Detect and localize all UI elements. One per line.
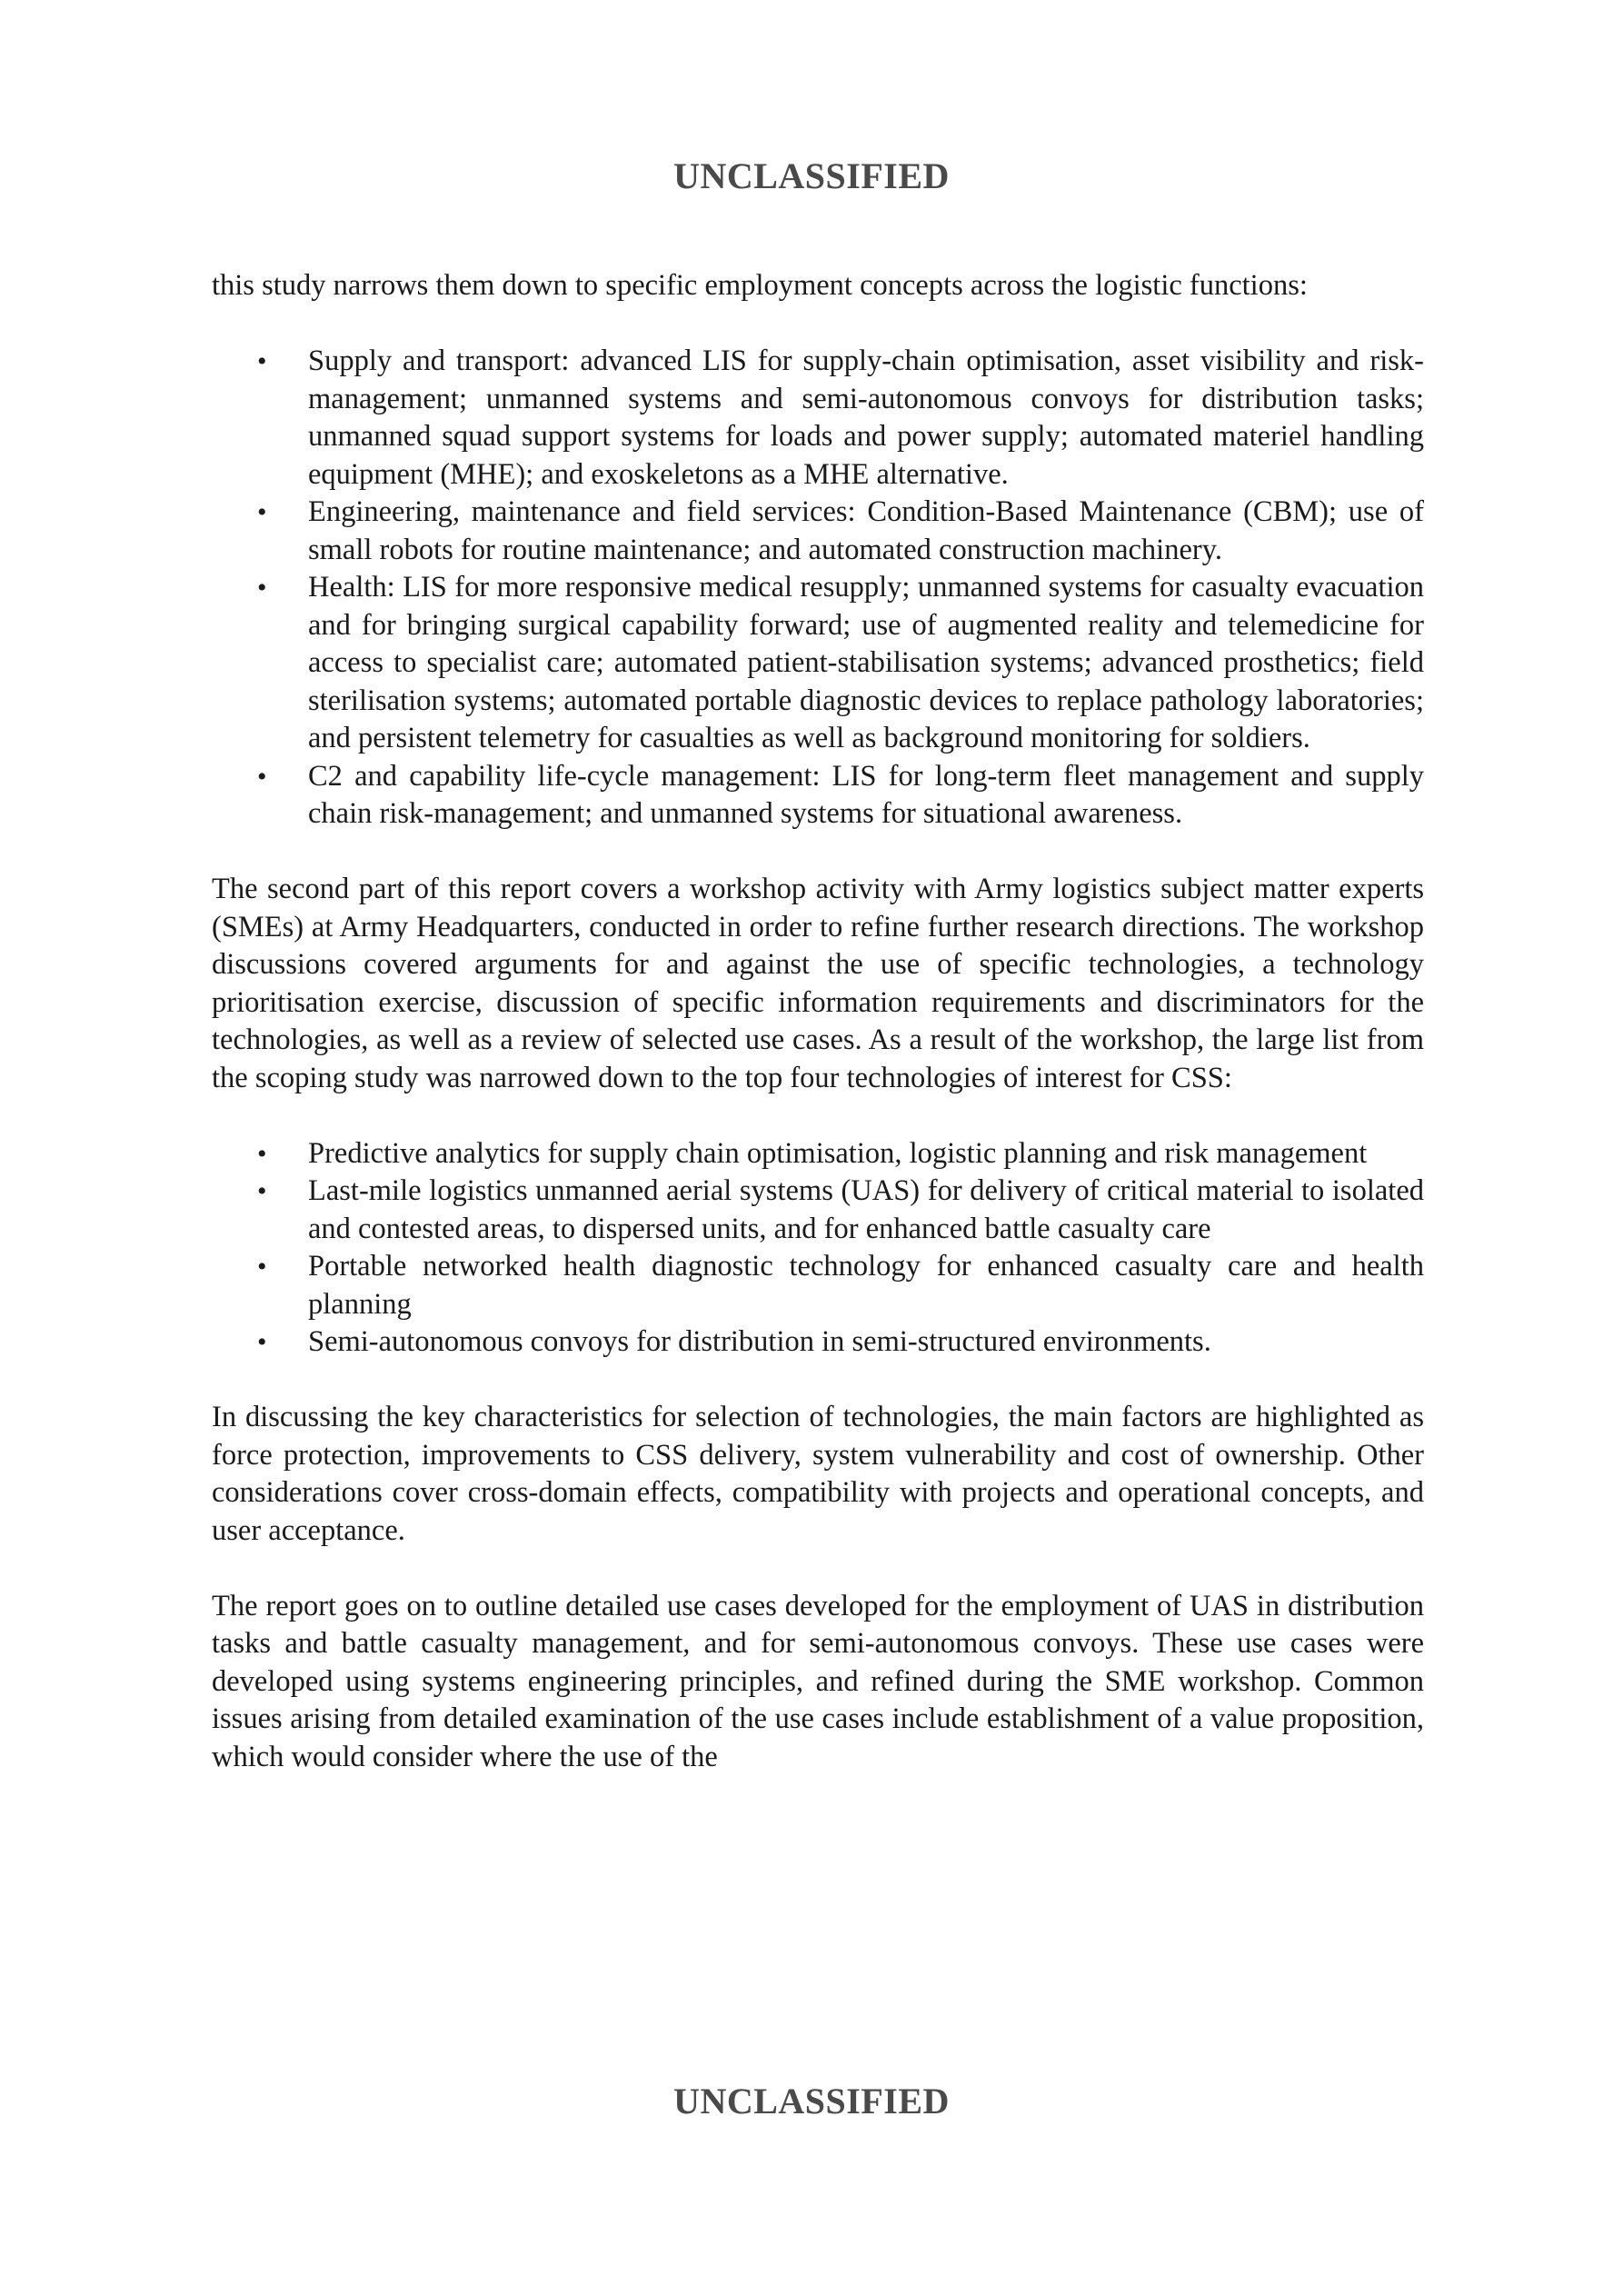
bullet-icon: •	[257, 1327, 267, 1357]
logistic-functions-list	[212, 343, 1424, 834]
list-item-text: C2 and capability life-cycle management: LIS for long-term fleet management and supply chain risk-management; and unmanned systems for situational awareness.	[308, 759, 1424, 830]
list-item-text: Portable networked health diagnostic technology for enhanced casualty care and health planning	[308, 1250, 1424, 1321]
top-technologies-list	[212, 1135, 1424, 1362]
bullet-icon: •	[257, 1176, 267, 1206]
list-item	[212, 758, 1424, 834]
workshop-paragraph: The second part of this report covers a workshop activity with Army logistics subject matter experts (SMEs) at Army Headquarters, conducted in order to refine further research directions. The workshop discussions covered arguments for and against the use of specific technologies, a technology prioritisation exercise, discussion of specific information requirements and discriminators for the technologies, as well as a review of selected use cases. As a result of the workshop, the large list from the scoping study was narrowed down to the top four technologies of interest for CSS:	[212, 873, 1424, 1094]
bullet-icon: •	[257, 497, 267, 527]
list-item	[212, 1173, 1424, 1248]
bullet-icon: •	[257, 761, 267, 792]
intro-paragraph: this study narrows them down to specific employment concepts across the logistic functions:	[212, 269, 1308, 302]
use-cases-paragraph: The report goes on to outline detailed use cases developed for the employment of UAS in distribution tasks and battle casualty management, and for semi-autonomous convoys. These use cases were developed using systems engineering principles, and refined during the SME workshop. Common issues arising from detailed examination of the use cases include establishment of a value proposition, which would consider where the use of the	[212, 1589, 1424, 1773]
list-item-text: Engineering, maintenance and field services: Condition-Based Maintenance (CBM); use of small robots for routine maintenance; and automated construction machinery.	[308, 495, 1424, 566]
list-item	[212, 1135, 1424, 1173]
list-item	[212, 1248, 1424, 1323]
page-body	[212, 267, 1424, 1814]
bullet-icon: •	[257, 1252, 267, 1282]
list-item	[212, 343, 1424, 494]
list-item-text: Semi-autonomous convoys for distribution in semi-structured environments.	[308, 1325, 1211, 1358]
list-item	[212, 1323, 1424, 1362]
list-item-text: Health: LIS for more responsive medical resupply; unmanned systems for casualty evacuation and for bringing surgical capability forward; use of augmented reality and telemedicine for access to specialist care; automated patient-stabilisation systems; advanced prosthetics; field sterilisation systems; automated portable diagnostic devices to replace pathology laboratories; and persistent telemetry for casualties as well as background monitoring for soldiers.	[308, 571, 1424, 754]
list-item-text: Predictive analytics for supply chain optimisation, logistic planning and risk management	[308, 1136, 1368, 1170]
characteristics-paragraph: In discussing the key characteristics for selection of technologies, the main factors are highlighted as force protection, improvements to CSS delivery, system vulnerability and cost of ownership. Other considerations cover cross-domain effects, compatibility with projects and operational concepts, and user acceptance.	[212, 1401, 1424, 1547]
footer-classification-marking: UNCLASSIFIED	[673, 2081, 950, 2121]
bullet-icon: •	[257, 346, 267, 376]
bullet-icon: •	[257, 573, 267, 603]
list-item	[212, 494, 1424, 569]
header-classification-marking: UNCLASSIFIED	[673, 155, 950, 196]
list-item-text: Supply and transport: advanced LIS for supply-chain optimisation, asset visibility and risk-management; unmanned systems and semi-autonomous convoys for distribution tasks; unmanned squad support systems for loads and power supply; automated materiel handling equipment (MHE); and exoskeletons as a MHE alternative.	[308, 344, 1424, 491]
list-item	[212, 569, 1424, 758]
list-item-text: Last-mile logistics unmanned aerial systems (UAS) for delivery of critical material to isolated and contested areas, to dispersed units, and for enhanced battle casualty care	[308, 1174, 1424, 1245]
bullet-icon: •	[257, 1138, 267, 1169]
